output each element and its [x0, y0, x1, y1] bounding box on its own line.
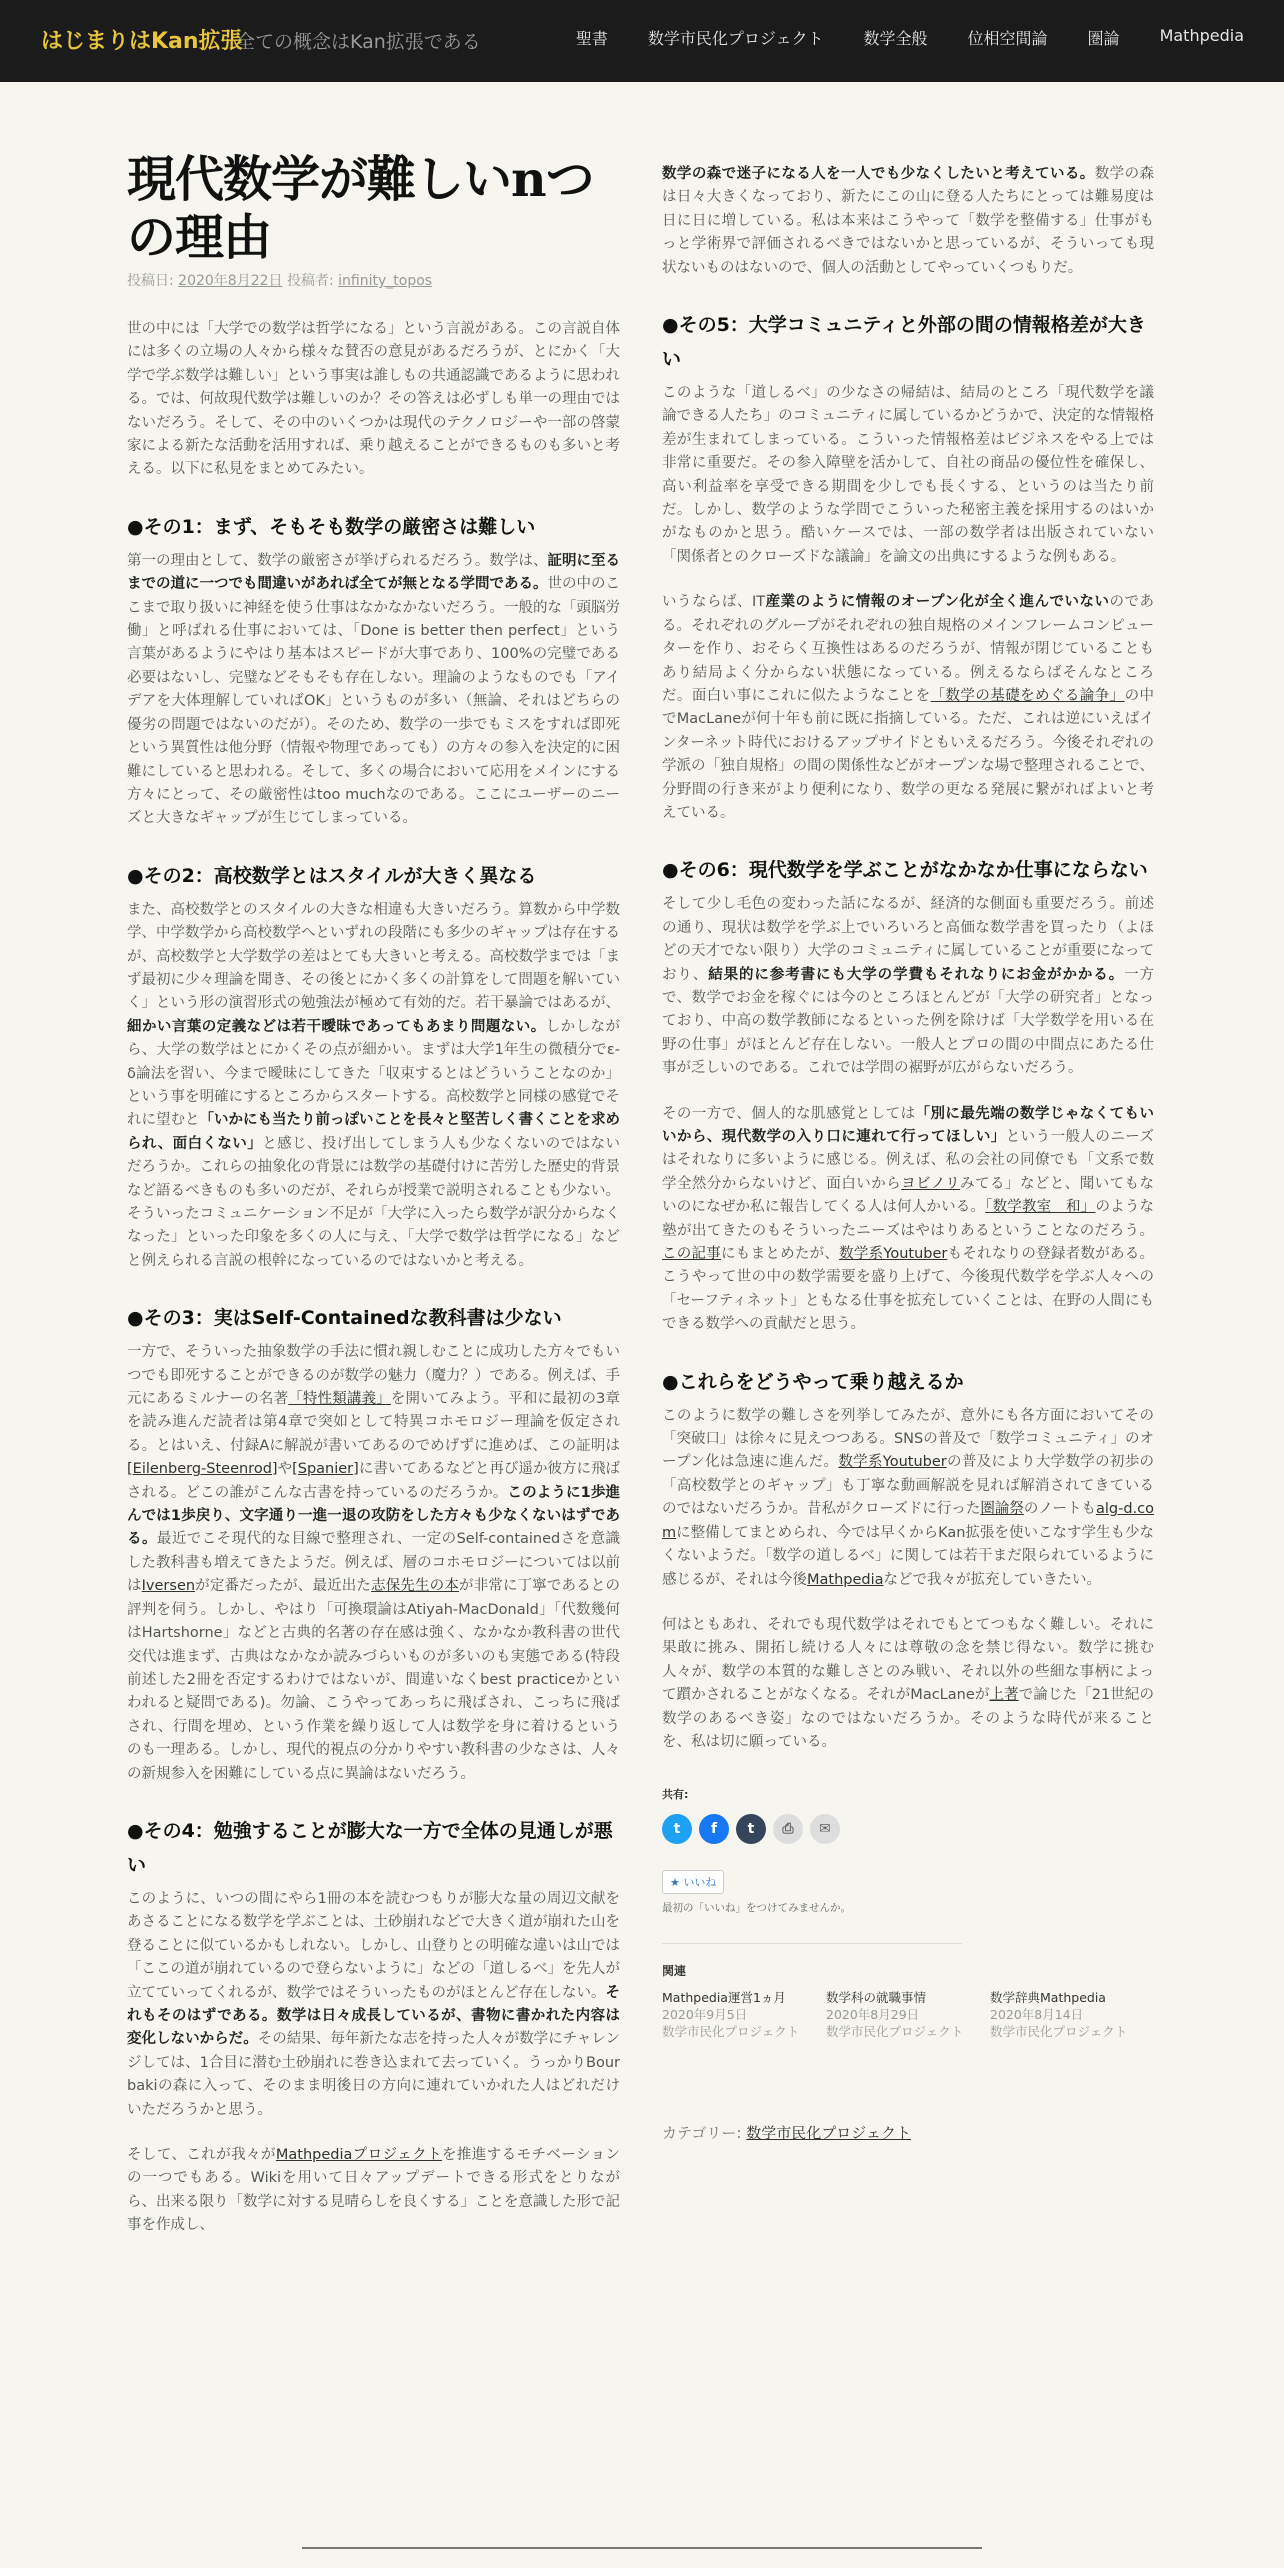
related-post[interactable]: Mathpedia運営1ヵ月 2020年9月5日 数学市民化プロジェクト	[662, 1990, 800, 2040]
posted-label: 投稿日:	[127, 273, 174, 289]
yobinori-link[interactable]: ヨビノリ	[901, 1175, 961, 1192]
section-3-heading: ●その3：実はSelf-Containedな教科書は少ない	[127, 1307, 562, 1330]
section-3-paragraph: 一方で、そういった抽象数学の手法に慣れ親しむことに成功した方々でもいつでも即死することができるのが数学の魅力（魔力？）である。例えば、手元にあるミルナーの名著「特性類講義」を開いてみよう。平和に最初の3章を読み進んだ読者は第4章で突如として特異コホモロジー理論を仮定される。とはいえ、付録Aに解説が書いてあるのでめげずに進めば、この証明は[Eilenberg-Steenrod]や[Spanier]に書いてあるなどと再び遥か彼方に飛ばされる。どこの誰がこんな古書を持っているのだろうか。このように1歩進んでは1歩戻り、文字通り一進一退の攻防をした方々も少なくないはずである。最近でこそ現代的な目線で整理され、一定のSelf-containedさを意識した教科書も増えてきたようだ。例えば、層のコホモロジーについては以前はIversenが定番だったが、最近出た志保先生の本が非常に丁寧であるとの評判を伺う。しかし、やはり「可換環論はAtiyah-MacDonald」「代数幾何はHartshorne」などと古典的名著の存在感は強く、なかなか教科書の世代交代は進まず、古典はなかなか読みづらいものが多いのも実態である(特段前述した2冊を否定するわけではないが、間違いなくbest practiceかといわれると疑問である)。勿論、こうやってあっちに飛ばされ、こっちに飛ばされ、行間を埋め、という作業を繰り返して人は数学を身に着けるというのも一理ある。しかし、現代的視点の分かりやすい教科書の少なさは、人々の新規参入を困難にしている点に異論はないだろう。	[127, 1344, 621, 1782]
alg-d-link[interactable]: alg-d.com	[662, 1501, 1154, 1541]
section-7-paragraph-2: 何はともあれ、それでも現代数学はそれでもとてつもなく難しい。それに果敢に挑み、開拓し続ける人々には尊敬の念を禁じ得ない。数学に挑む人々が、数学の本質的な難しさとのみ戦い、それ以外の些細な事柄によって躓かされることがなくなる。それがMacLaneが上著で論じた「21世紀の数学のあるべき姿」なのではないだろうか。そのような時代が来ることを、私は切に願っている。	[662, 1616, 1154, 1750]
related-post[interactable]: 数学辞典Mathpedia 2020年8月14日 数学市民化プロジェクト	[990, 1990, 1128, 2040]
this-article-link[interactable]: この記事	[662, 1246, 722, 1263]
spanier-link[interactable]: [Spanier]	[292, 1461, 359, 1478]
eilenberg-steenrod-link[interactable]: [Eilenberg-Steenrod]	[127, 1461, 278, 1478]
share-buttons	[662, 1814, 1154, 1844]
nav-item-math-general[interactable]: 数学全般	[863, 29, 928, 48]
post-meta	[127, 270, 620, 290]
section-6-paragraph-2: その一方で、個人的な肌感覚としては「別に最先端の数学じゃなくてもいいから、現代数学の入り口に連れて行ってほしい」という一般人のニーズはそれなりに多いように感じる。例えば、私の会社の同僚でも「文系で数学全然分からないけど、面白いからヨビノリみてる」などと、聞いてもないのになぜか私に報告してくる人は何人かいる。「数学教室 和」のような塾が出てきたのもそういったニーズはやはりあるということなのだろう。この記事にもまとめたが、数学系Youtuberもそれなりの登録者数がある。こうやって世の中の数学需要を盛り上げて、今後現代数学を学ぶ人々への「セーフティネット」ともなる仕事を拡充していくことは、在野の人間にもできる数学への貢献だと思う。	[662, 1105, 1155, 1333]
mathpedia-link[interactable]: Mathpedia	[807, 1571, 884, 1588]
nav-item-topology[interactable]: 位相空間論	[967, 29, 1048, 48]
section-4-heading: ●その4：勉強することが膨大な一方で全体の見通しが悪い	[127, 1819, 613, 1876]
section-4-paragraph: このように、いつの間にやら1冊の本を読むつもりが膨大な量の周辺文献をあさることになる数学を学ぶことは、土砂崩れなどで大きく道が崩れた山を登ることに似ているかもしれない。しかし、山登りとの明確な違いは山では「ここの道が崩れているので登らないように」などの「道しるべ」を先人が立てていってくれるが、数学ではそういったものがほとんど存在しない。それもそのはずである。数学は日々成長しているが、書物に書かれた内容は変化しないからだ。その結果、毎年新たな志を持った人々が数学にチャレンジしては、1合目に潜む土砂崩れに巻き込まれて去っていく。うっかりBourbakiの森に入って、そのまま明後日の方向に連れていかれた人はどれだけいただろうかと思う。	[127, 1890, 620, 2118]
like-widget	[662, 1870, 1154, 1915]
author-label: 投稿者:	[286, 273, 334, 289]
section-6-paragraph: そして少し毛色の変わった話になるが、経済的な側面も重要だろう。前述の通り、現状は数学を学ぶ上でいろいろと高価な数学書を買ったり（よほどの天才でない限り）大学のコミュニティに属していることが重要になっており、結果的に参考書にも大学の学費もそれなりにお金がかかる。一方で、数学でお金を稼ぐには今のところほとんどが「大学の研究者」となっており、中高の数学教師になるといった例を除けば「大学数学を用いる在野の仕事」がほとんど存在しない。一般人とプロの間の中間点にあたる仕事が乏しいのである。これでは学問の裾野が広がらないだろう。	[662, 896, 1155, 1077]
maclane-book-link[interactable]: 上著	[989, 1687, 1019, 1704]
related-post[interactable]: 数学科の就職事情 2020年8月29日 数学市民化プロジェクト	[826, 1990, 964, 2040]
article-right-column	[662, 163, 1154, 2143]
category-link[interactable]: 数学市民化プロジェクト	[746, 2124, 911, 2143]
section-5-paragraph-2: いうならば、IT産業のように情報のオープン化が全く進んでいないのである。それぞれのグループがそれぞれの独自規格のメインフレームコンピューターを作り、おそらく互換性はあるのだろうが、情報が閉じていることもあり結局よく分からない状態になっている。例えるならばそんなところだ。面白い事にこれに似たようなことを「数学の基礎をめぐる論争」の中でMacLaneが何十年も前に既に指摘している。ただ、これは逆にいえばインターネット時代におけるアップサイドともいえるだろう。今後それぞれの学派の「独自規格」の間の関係性などがオープンな場で整理されることで、分野間の行き来がより便利になり、数学の更なる発展に繋がればよいと考えている。	[662, 594, 1154, 821]
shiho-book-link[interactable]: 志保先生の本	[371, 1578, 459, 1595]
site-brand[interactable]: はじまりはKan拡張	[41, 29, 243, 54]
category-label: カテゴリー:	[662, 2124, 742, 2143]
like-button[interactable]: ★ いいね	[662, 1870, 724, 1894]
email-icon[interactable]: ✉	[810, 1814, 840, 1844]
nav-item-project[interactable]: 数学市民化プロジェクト	[647, 29, 824, 48]
iversen-link[interactable]: Iversen	[141, 1578, 196, 1595]
site-header	[0, 0, 1284, 82]
related-posts	[662, 1989, 1154, 2040]
share-label: 共有:	[662, 1788, 689, 1802]
math-youtuber-link[interactable]: 数学系Youtuber	[839, 1246, 948, 1263]
section-2-heading: ●その2：高校数学とはスタイルが大きく異なる	[127, 864, 537, 887]
footer-divider	[302, 2547, 982, 2549]
post-date-link[interactable]: 2020年8月22日	[178, 273, 283, 289]
section-7-heading: ●これらをどうやって乗り越えるか	[662, 1370, 964, 1393]
section-4-paragraph-2: そして、これが我々がMathpediaプロジェクトを推進するモチベーションの一つでもある。Wikiを用いて日々アップデートできる形式をとりながら、出来る限り「数学に対する見晴らしを良くする」ことを意識した形で記事を作成し、	[127, 2147, 621, 2234]
tumblr-icon[interactable]: t	[736, 1814, 766, 1844]
nav-item-mathpedia[interactable]: Mathpedia	[1159, 26, 1244, 45]
section-5-paragraph: このような「道しるべ」の少なさの帰結は、結局のところ「現代数学を議論できる人たち」のコミュニティに属しているかどうかで、決定的な情報格差が生まれてしまっている。こういった情報格差はビジネスをやる上では非常に重要だ。その参入障壁を活かして、自社の商品の優位性を確保し、高い利益率を享受できる期間を少しでも長くする、というのは当たり前だ。しかし、数学のような学問でこういった秘密主義を採用するのはいかがなものかと思う。酷いケースでは、一部の数学者は出版されていない「関係者とのクローズドな議論」を論文の出典にするような例もある。	[662, 385, 1154, 565]
main-nav	[536, 26, 1244, 49]
related-label: 関連	[662, 1964, 687, 1979]
mathpedia-project-link[interactable]: Mathpediaプロジェクト	[275, 2147, 443, 2163]
nav-item-category-theory[interactable]: 圏論	[1087, 29, 1120, 48]
section-1-paragraph: 第一の理由として、数学の厳密さが挙げられるだろう。数学は、証明に至るまでの道に一つでも間違いがあれば全てが無となる学問である。世の中のここまで取り扱いに神経を使う仕事はなかなかないだろう。一般的な「頭脳労働」と呼ばれる仕事においては、「Done is better then perfect」という言葉があるようにやはり基本はスピードが大事であり、100%の完璧である必要はないし、完璧などそもそも存在しない。理論のようなものでも「アイデアを大体理解していればOK」というものが多い（無論、それはどちらの優劣の問題ではないのだが）。そのため、数学の一歩でもミスをすれば即死という異質性は他分野（情報や物理であっても）の方々の参入を決定的に困難にしていると思われる。そして、多くの場合において応用をメインにする方々にとって、その厳密性はtoo muchなのである。ここにユーザーのニーズと大きなギャップが生じてしまっている。	[127, 552, 621, 827]
post-category	[662, 2122, 1154, 2143]
twitter-icon[interactable]: t	[662, 1814, 692, 1844]
nav-item-bible[interactable]: 聖書	[575, 29, 608, 48]
milnor-book-link[interactable]: 「特性類講義」	[288, 1391, 391, 1408]
section-4-continued: 数学の森で迷子になる人を一人でも少なくしたいと考えている。数学の森は日々大きくなっており、新たにこの山に登る人たちにとっては難易度は日に日に増している。私は本来はこうやって「数学を整備する」仕事がもっと学術界で評価されるべきではないかと思っているが、そういっても現状ないものはないので、個人の活動としてやっていくつもりだ。	[662, 166, 1154, 276]
kenron-fes-link[interactable]: 圏論祭	[980, 1501, 1024, 1518]
section-6-heading: ●その6：現代数学を学ぶことがなかなか仕事にならない	[662, 859, 1148, 882]
section-5-heading: ●その5：大学コミュニティと外部の間の情報格差が大きい	[662, 314, 1146, 371]
intro-paragraph: 世の中には「大学での数学は哲学になる」という言説がある。この言説自体には多くの立場の人々から様々な賛否の意見があるだろうが、とにかく「大学で学ぶ数学は難しい」という事実は誰しもの共通認識であるように思われる。では、何故現代数学は難しいのか？その答えは必ずしも単一の理由ではないだろう。そして、その中のいくつかは現代のテクノロジーや一部の啓蒙家による新たな活動を活用すれば、乗り越えることができるものも多いと考える。以下に私見をまとめてみたい。	[127, 321, 620, 478]
math-classroom-link[interactable]: 「数学教室 和」	[985, 1199, 1096, 1216]
section-7-paragraph: このように数学の難しさを列挙してみたが、意外にも各方面においてその「突破口」は徐々に見えつつある。SNSの普及で「数学コミュニティ」のオープン化は急速に進んだ。数学系Youtuberの普及により大学数学の初歩の「高校数学とのギャップ」も丁寧な動画解説を見れば解消されてきているのではないだろうか。昔私がクローズドに行った圏論祭のノートもalg-d.comに整備してまとめられ、今では早くからKan拡張を使いこなす学生も少なくないようだ。「数学の道しるべ」に関しては若干まだ限られているように感じるが、それは今後Mathpediaなどで我々が拡充していきたい。	[662, 1407, 1154, 1588]
author-link[interactable]: infinity_topos	[338, 273, 433, 289]
like-note: 最初の「いいね」をつけてみませんか。	[662, 1902, 851, 1915]
site-tagline: 全ての概念はKan拡張である	[236, 31, 481, 53]
foundations-debate-link[interactable]: 「数学の基礎をめぐる論争」	[930, 687, 1125, 704]
facebook-icon[interactable]: f	[699, 1814, 729, 1844]
related-divider	[662, 1943, 962, 1944]
section-1-heading: ●その1：まず、そもそも数学の厳密さは難しい	[127, 515, 536, 538]
print-icon[interactable]: ⎙	[773, 1814, 803, 1844]
math-youtuber-link-2[interactable]: 数学系Youtuber	[838, 1454, 947, 1471]
article-left-column	[127, 150, 620, 2260]
page-title: 現代数学が難しいnつの理由	[127, 150, 594, 266]
section-2-paragraph: また、高校数学とのスタイルの大きな相違も大きいだろう。算数から中学数学、中学数学から高校数学へといずれの段階にも多少のギャップは存在するが、高校数学と大学数学の差はとても大きいと考える。高校数学までは「まず最初に少々理論を聞き、その後とにかく多くの計算をして問題を解いていく」という形の演習形式の勉強法が極めて有効的だ。若干暴論ではあるが、細かい言葉の定義などは若干曖昧であってもあまり問題ない。しかしながら、大学の数学はとにかくその点が細かい。まずは大学1年生の微積分でε-δ論法を習い、今まで曖昧にしてきた「収束するとはどういうことなのか」という事を明確にするところからスタートする。高校数学と同様の感覚でそれに望むと「いかにも当たり前っぽいことを長々と堅苦しく書くことを求められ、面白くない」と感じ、投げ出してしまう人も少なくないのではないだろうか。これらの抽象化の背景には数学の基礎付けに苦労した歴史的背景など語るべきものも多いのだが、それらが授業で説明されることも少ない。そういったコミュニケーション不足が「大学に入ったら数学が訳分からなくなった」といった印象を多くの人に与え、「大学で数学は哲学になる」などと例えられる言説の根幹になっているのではないかと考える。	[127, 901, 621, 1269]
